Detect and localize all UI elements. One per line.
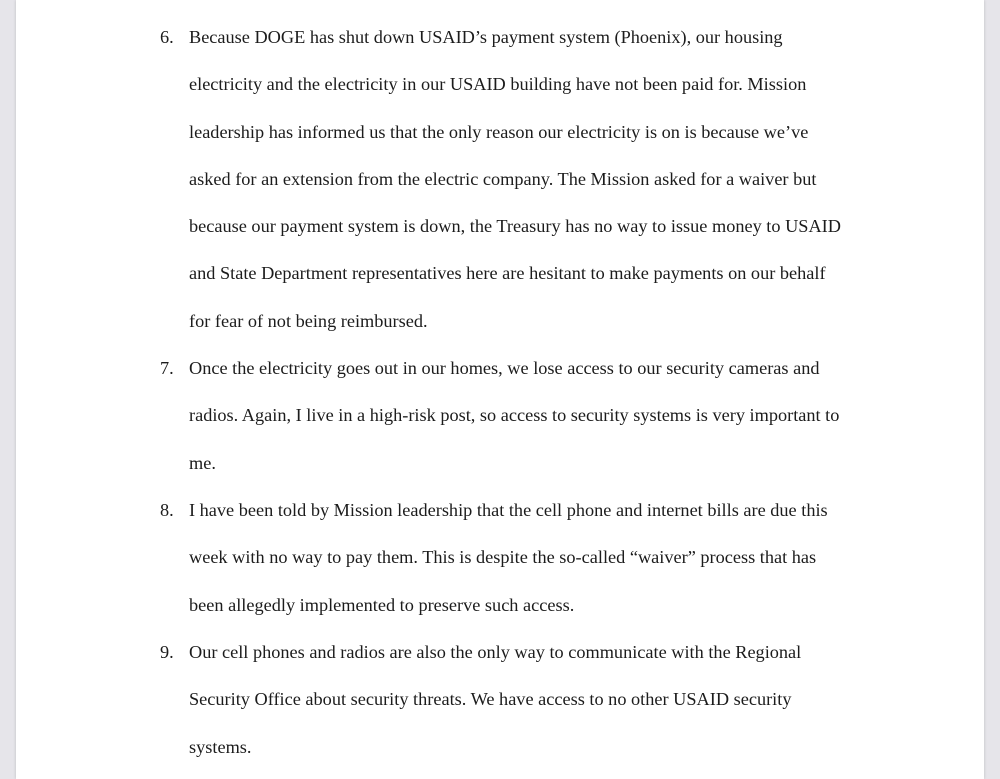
item-text (189, 487, 879, 629)
text-line: because our payment system is down, the Treasury has no way to issue money to USAID (189, 216, 841, 237)
item-number: 6. (160, 27, 174, 47)
text-line: for fear of not being reimbursed. (189, 310, 428, 331)
text-line: me. (189, 452, 216, 473)
text-line: leadership has informed us that the only reason our electricity is on is because we’ve (189, 121, 809, 142)
text-line: Because DOGE has shut down USAID’s payment system (Phoenix), our housing (189, 27, 783, 47)
text-line: Once the electricity goes out in our homes, we lose access to our security cameras and (189, 358, 820, 378)
item-text (189, 345, 879, 487)
text-line: been allegedly implemented to preserve such access. (189, 594, 575, 615)
item-text (189, 14, 879, 345)
text-line: electricity and the electricity in our USAID building have not been paid for. Mission (189, 74, 807, 95)
item-number: 9. (160, 642, 174, 662)
text-line: Our cell phones and radios are also the only way to communicate with the Regional (189, 642, 802, 662)
item-number: 8. (160, 500, 174, 520)
document-page (16, 0, 984, 779)
text-line: week with no way to pay them. This is despite the so-called “waiver” process that has (189, 547, 817, 568)
item-number: 7. (160, 358, 174, 378)
item-text (189, 629, 879, 771)
text-line: radios. Again, I live in a high-risk post, so access to security systems is very important to (189, 405, 840, 426)
text-line: and State Department representatives here are hesitant to make payments on our behalf (189, 263, 826, 284)
text-line: Security Office about security threats. We have access to no other USAID security (189, 689, 792, 710)
text-line: asked for an extension from the electric company. The Mission asked for a waiver but (189, 168, 817, 189)
text-line: I have been told by Mission leadership that the cell phone and internet bills are due this (189, 500, 828, 520)
text-line: systems. (189, 736, 252, 757)
